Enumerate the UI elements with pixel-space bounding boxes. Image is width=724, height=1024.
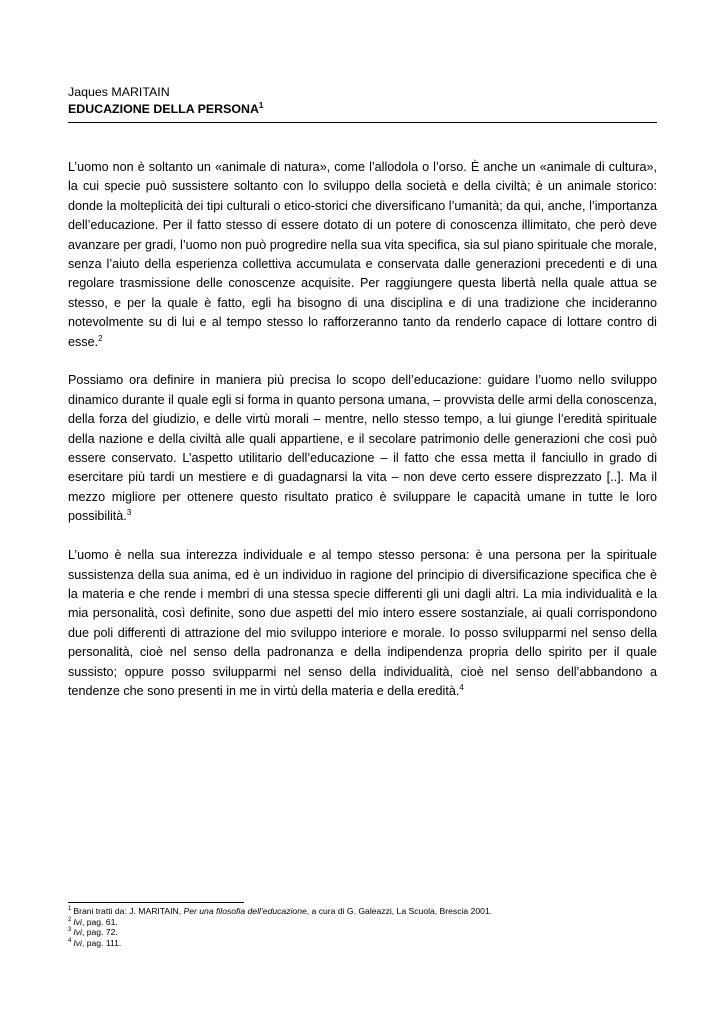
footnote-ref-3[interactable]: 3 xyxy=(126,508,132,518)
paragraph-3 xyxy=(68,546,657,701)
document-title-text: EDUCAZIONE DELLA PERSONA xyxy=(68,102,259,116)
footnote-number: 3 xyxy=(68,927,72,934)
footnote-ref-2[interactable]: 2 xyxy=(98,333,103,343)
paragraph-1-text: L’uomo non è soltanto un «animale di natura», come l’allodola o l’orso. È anche un «animale di cultura», la cui specie può sussistere soltanto con lo sviluppo della società e della civiltà; è un animale storico: donde la molteplicità dei tipi culturali o etico-storici che diversificano l’umanità; da qui, anche, l’importanza dell’educazione. Per il fatto stesso di essere dotato di un potere di conoscenza illimitato, che però deve avanzare per gradi, l’uomo non può progredire nella sua vita specifica, sia sul piano spirituale che morale, senza l’aiuto della esperienza collettiva accumulata e conservata dalle generazioni precedenti e di una regolare trasmissione delle conoscenze acquisite. Per raggiungere questa libertà nella quale attua se stesso, e per la quale è fatto, egli ha bisogno di una disciplina e di una tradizione che incideranno notevolmente su di lui e al tempo stesso lo rafforzeranno tanto da renderlo capace di lottare contro di esse. xyxy=(68,160,657,349)
paragraph-3-text: L’uomo è nella sua interezza individuale e al tempo stesso persona: è una persona per la spirituale sussistenza della sua anima, ed è un individuo in ragione del principio di diversificazione specifica che è la materia e che rende i membri di una stessa specie differenti gli uni dagli altri. La mia individualità e la mia personalità, così definite, sono due aspetti del mio intero essere sostanziale, ai quali corrispondono due poli differenti di attrazione del mio sviluppo interiore e morale. Io posso svilupparmi nel senso della personalità, cioè nel senso della padronanza e della indipendenza propria dello spirito per il quale sussisto; oppure posso svilupparmi nel senso della individualità, cioè nel senso dell’abbandono a tendenze che sono presenti in me in virtù della materia e della eredità. xyxy=(68,548,657,698)
footnote-number: 2 xyxy=(68,916,72,923)
footnote-text: , pag. 72. xyxy=(81,927,118,938)
footnote-text: , pag. 111. xyxy=(81,937,122,948)
paragraph-2 xyxy=(68,371,657,526)
document-title xyxy=(68,101,657,118)
footnote-number: 1 xyxy=(68,906,72,913)
footnote-separator xyxy=(68,902,244,903)
paragraph-2-text: Possiamo ora definire in maniera più precisa lo scopo dell’educazione: guidare l’uomo nello sviluppo dinamico durante il quale egli si forma in quanto persona umana, – provvista delle armi della conoscenza, della forza del giudizio, e delle virtù morali – mentre, nello stesso tempo, a lui giunge l’eredità spirituale della nazione e della civiltà alle quali appartiene, e il secolare patrimonio delle generazioni che così può essere conservato. L’aspetto utilitario dell’educazione – il fatto che essa metta il fanciullo in grado di esercitare più tardi un mestiere e di guadagnarsi la vita – non deve certo essere disprezzato [..]. Ma il mezzo migliore per ottenere questo risultato pratico è sviluppare le capacità umane in tutte le loro possibilità. xyxy=(68,373,657,524)
footnote-ivi: Ivi xyxy=(73,927,82,938)
footnote-text: , a cura di G. Galeazzi, La Scuola, Brescia 2001. xyxy=(306,906,493,916)
footnote-text: , pag. 61. xyxy=(81,916,118,927)
footnote-2 xyxy=(68,917,657,928)
document-header xyxy=(68,84,657,118)
footnote-ivi: Ivi xyxy=(73,937,82,948)
document-body xyxy=(68,158,657,721)
footnote-number: 4 xyxy=(68,937,72,944)
footnote-4 xyxy=(68,938,657,949)
footnote-1 xyxy=(68,906,657,917)
footnote-book-title: Per una filosofia dell’educazione xyxy=(183,906,307,916)
paragraph-1 xyxy=(68,158,657,352)
author-name: Jaques MARITAIN xyxy=(68,85,170,99)
footnotes xyxy=(68,906,657,948)
header-rule xyxy=(68,122,657,123)
footnote-ref-4[interactable]: 4 xyxy=(459,682,464,692)
footnote-ivi: Ivi xyxy=(73,916,82,927)
title-footnote-ref[interactable]: 1 xyxy=(258,100,264,110)
footnote-text: Brani tratti da: J. MARITAIN, xyxy=(73,906,184,916)
footnote-3 xyxy=(68,927,657,938)
